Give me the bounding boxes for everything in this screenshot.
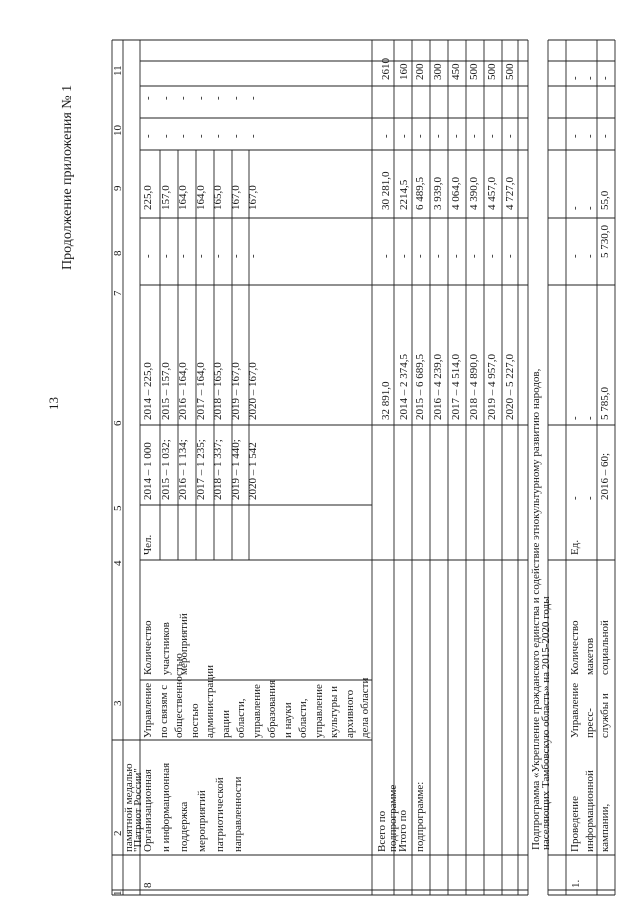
- row8-col8-value: -: [229, 254, 242, 258]
- row1-col3-line: службы и: [599, 693, 611, 738]
- row8-col2-line: мероприятий: [196, 790, 208, 852]
- sub-col7-value: 2015 – 6 689,5: [414, 354, 426, 420]
- row8-col11-value: -: [229, 96, 242, 100]
- subprogram-label: подпрограмме:: [414, 781, 426, 852]
- row1-col8-value: -: [569, 254, 581, 258]
- row8-col6-value: 2020 – 1 542: [247, 442, 259, 500]
- row8-col3-line: культуры и: [328, 686, 340, 738]
- row8-col11-value: -: [212, 96, 224, 100]
- row1-col6-value: -: [569, 496, 581, 500]
- row8-col7-value: 2014 – 225,0: [142, 362, 154, 420]
- row1-col10-value: -: [599, 134, 611, 138]
- row1-col7-value: -: [569, 416, 581, 420]
- row8-col4-line: мероприятий: [178, 613, 190, 675]
- row8-col3-line: архивного: [343, 689, 356, 738]
- total-col7: 32 891,0: [380, 381, 392, 420]
- itogo-col8: -: [398, 254, 410, 258]
- row8-col11-value: -: [194, 96, 207, 100]
- row8-col6-value: 2017 – 1 235;: [194, 439, 207, 500]
- sub-col8-value: -: [432, 254, 444, 258]
- row1-col8-value: 5 730,0: [599, 225, 611, 258]
- row8-col10-value: -: [212, 134, 224, 138]
- total-col10: -: [380, 134, 392, 138]
- row8-col3-line: управление: [250, 684, 263, 738]
- sub-col10-value: -: [432, 134, 444, 138]
- column-number-8: 8: [112, 250, 124, 256]
- row1-col4-line: Количество: [569, 620, 581, 675]
- row8-col2-line: патриотической: [214, 777, 226, 852]
- sub-col10-value: -: [450, 134, 462, 138]
- row8-col7-value: 2019 – 167,0: [229, 362, 242, 420]
- row8-col3-line: по связям с: [157, 684, 170, 738]
- row8-col10-value: -: [247, 134, 259, 138]
- row8-col3-line: образования: [266, 679, 278, 738]
- itogo-col11: 160: [398, 63, 410, 80]
- row8-col3-line: области,: [235, 698, 247, 738]
- row1-col7-value: 5 785,0: [599, 387, 611, 420]
- row8-col3-line: и науки: [281, 702, 294, 738]
- sub-col11-value: 500: [504, 63, 516, 80]
- row1-number: 1.: [570, 879, 582, 888]
- itogo-col9: 2214,5: [398, 179, 410, 210]
- row8-col7-value: 2017 – 164,0: [194, 362, 207, 420]
- row8-col8-value: -: [177, 254, 189, 258]
- row1-col6-value: 2016 – 60;: [599, 452, 611, 500]
- sub-col9-value: 4 727,0: [504, 177, 516, 210]
- row0-col2-line: памятной медалью: [123, 763, 135, 852]
- row8-col8-value: -: [212, 254, 224, 258]
- row1-col6-value: -: [584, 496, 596, 500]
- sub-col7-value: 2020 – 5 227,0: [504, 354, 516, 420]
- row1-col2-line: кампании,: [599, 803, 611, 852]
- row8-col6-value: 2014 – 1 000: [142, 442, 154, 500]
- row1-col4-line: социальной: [599, 620, 611, 675]
- total-col9: 30 281,0: [380, 171, 392, 210]
- row1-col3-line: пресс-: [584, 708, 596, 738]
- sub-col8-value: -: [486, 254, 498, 258]
- row1-col11-value: -: [569, 76, 581, 80]
- row8-col3-line: дела области: [359, 677, 371, 738]
- row8-col10-value: -: [159, 134, 172, 138]
- row1-col8-value: -: [584, 254, 596, 258]
- row1-col11-value: -: [599, 76, 611, 80]
- row8-col3-line: Управление: [142, 682, 154, 738]
- row1-col10-value: -: [584, 134, 596, 138]
- itogo-label-line: Итого по: [397, 810, 409, 852]
- row8-col8-value: -: [247, 254, 259, 258]
- row8-col6-value: 2016 – 1 134;: [177, 439, 189, 500]
- sub-col7-value: 2018 – 4 890,0: [468, 354, 480, 420]
- row1-col2-line: Проведение: [569, 796, 581, 852]
- column-number-11: 11: [112, 65, 124, 76]
- row1-col9-value: -: [584, 206, 596, 210]
- row1-col2-line: информационной: [584, 770, 596, 852]
- itogo-col10: -: [398, 134, 410, 138]
- sub-col8-value: -: [504, 254, 516, 258]
- total-label-line: подпрограмме: [387, 784, 399, 852]
- row8-col3-line: общественностью: [173, 653, 185, 738]
- row1-col3-line: Управление: [569, 682, 581, 738]
- column-number-3: 3: [112, 700, 124, 706]
- row8-col9-value: 165,0: [212, 185, 224, 210]
- row8-col7-value: 2018 – 165,0: [212, 362, 224, 420]
- sub-col11-value: 500: [486, 63, 498, 80]
- sub-col8-value: -: [468, 254, 480, 258]
- row8-col9-value: 167,0: [229, 185, 242, 210]
- row8-col11-value: -: [142, 96, 154, 100]
- row8-col3-line: управление: [312, 684, 325, 738]
- row8-col10-value: -: [229, 134, 242, 138]
- sub-col8-value: -: [414, 254, 426, 258]
- sub-col11-value: 450: [450, 63, 462, 80]
- row0-col2-line: "Патриот России": [131, 768, 144, 852]
- row8-col2-line: направленности: [232, 776, 244, 852]
- total-col11: 2610: [380, 58, 392, 80]
- row8-col3-line: администрации: [204, 665, 216, 738]
- sub-col10-value: -: [414, 134, 426, 138]
- sub-col9-value: 3 939,0: [432, 177, 444, 210]
- sub-col11-value: 300: [432, 63, 444, 80]
- row8-col9-value: 164,0: [177, 185, 189, 210]
- column-number-9: 9: [112, 185, 124, 191]
- row8-col4-line: Количество: [142, 620, 154, 675]
- row8-col8-value: -: [142, 254, 154, 258]
- row8-col10-value: -: [177, 134, 189, 138]
- sub-col10-value: -: [504, 134, 516, 138]
- itogo-col7: 2014 – 2 374,5: [398, 354, 410, 420]
- row1-col9-value: 55,0: [599, 190, 611, 210]
- sub-col7-value: 2017 – 4 514,0: [450, 354, 462, 420]
- sub-col11-value: 500: [468, 63, 480, 80]
- total-label-line: Всего по: [376, 810, 388, 852]
- page-number: 13: [46, 397, 61, 410]
- column-number-6: 6: [112, 420, 124, 426]
- sub-col10-value: -: [468, 134, 480, 138]
- sub-col11-value: 200: [414, 63, 426, 80]
- row1-col9-value: -: [569, 206, 581, 210]
- row8-col6-value: 2019 – 1 440;: [229, 439, 242, 500]
- row8-col2-line: поддержка: [178, 801, 190, 852]
- row8-col2-line: и информационная: [160, 762, 172, 852]
- row8-col3-line: ностью: [188, 703, 201, 738]
- row8-number: 8: [142, 882, 154, 888]
- row8-col10-value: -: [194, 134, 207, 138]
- sub-col10-value: -: [486, 134, 498, 138]
- row8-col3-line: рации: [219, 709, 232, 738]
- row8-col7-value: 2016 – 164,0: [177, 362, 189, 420]
- row1-col7-value: -: [584, 416, 596, 420]
- row8-col2-line: Организационная: [142, 769, 154, 852]
- sub-col9-value: 4 064,0: [450, 177, 462, 210]
- row8-unit: Чел.: [142, 534, 154, 555]
- row1-unit: Ед.: [569, 539, 581, 555]
- column-number-4: 4: [112, 560, 124, 566]
- sub-col9-value: 4 390,0: [468, 177, 480, 210]
- row8-col8-value: -: [159, 254, 172, 258]
- row8-col9-value: 225,0: [142, 185, 154, 210]
- row8-col6-value: 2018 – 1 337;: [212, 439, 224, 500]
- sub-col8-value: -: [450, 254, 462, 258]
- row1-col11-value: -: [584, 76, 596, 80]
- row8-col8-value: -: [194, 254, 207, 258]
- row1-col10-value: -: [569, 134, 581, 138]
- sub-col9-value: 4 457,0: [486, 177, 498, 210]
- subprogram-title-line: населяющих Тамбовскую область» на 2015-2020 годы: [540, 596, 552, 850]
- row8-col3-line: области,: [297, 698, 309, 738]
- total-col8: -: [380, 254, 392, 258]
- row8-col9-value: 157,0: [159, 185, 172, 210]
- sub-col7-value: 2016 – 4 239,0: [432, 354, 444, 420]
- sub-col7-value: 2019 – 4 957,0: [486, 354, 498, 420]
- row8-col11-value: -: [159, 96, 172, 100]
- row8-col4-line: участников: [160, 622, 172, 675]
- row8-col11-value: -: [247, 96, 259, 100]
- row8-col7-value: 2020 – 167,0: [247, 362, 259, 420]
- row8-col10-value: -: [142, 134, 154, 138]
- row8-col11-value: -: [177, 96, 189, 100]
- row8-col9-value: 167,0: [247, 185, 259, 210]
- sub-col9-value: 6 489,5: [414, 177, 426, 210]
- row8-col7-value: 2015 – 157,0: [159, 362, 172, 420]
- subprogram-title-line: Подпрограмма «Укрепление гражданского единства и содействие этнокультурному развитию народов,: [530, 368, 542, 850]
- column-number-7: 7: [112, 290, 124, 296]
- column-number-10: 10: [112, 125, 124, 136]
- continuation-title: Продолжение приложения № 1: [60, 84, 75, 270]
- column-number-1: 1: [112, 890, 124, 896]
- row1-col4-line: макетов: [584, 637, 596, 675]
- column-number-5: 5: [112, 505, 124, 511]
- row8-col6-value: 2015 – 1 032;: [159, 439, 172, 500]
- column-number-2: 2: [112, 830, 124, 836]
- row8-col9-value: 164,0: [194, 185, 207, 210]
